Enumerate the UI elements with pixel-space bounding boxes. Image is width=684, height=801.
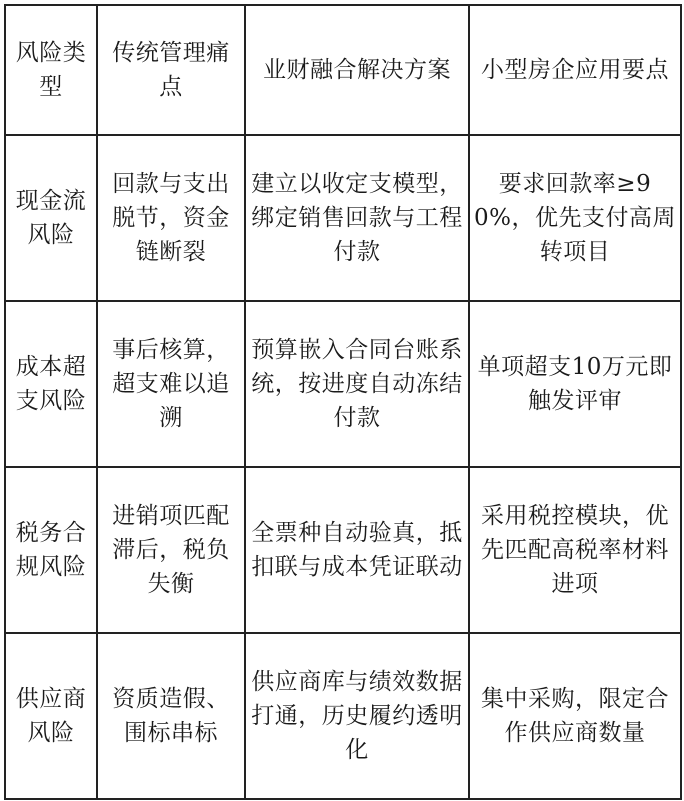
table-cell: 预算嵌入合同台账系统，按进度自动冻结付款 [245, 301, 469, 467]
table-cell: 采用税控模块，优先匹配高税率材料进项 [469, 467, 681, 633]
header-cell-integration-solution: 业财融合解决方案 [245, 5, 469, 135]
table-cell: 供应商风险 [5, 633, 97, 799]
risk-management-table [4, 4, 682, 800]
header-cell-traditional-pain-points: 传统管理痛点 [97, 5, 245, 135]
table-row [5, 633, 681, 799]
header-cell-application-points: 小型房企应用要点 [469, 5, 681, 135]
table-cell: 资质造假、围标串标 [97, 633, 245, 799]
table-cell: 全票种自动验真，抵扣联与成本凭证联动 [245, 467, 469, 633]
table-row [5, 301, 681, 467]
table-cell: 现金流风险 [5, 135, 97, 301]
table-cell: 要求回款率≥90%，优先支付高周转项目 [469, 135, 681, 301]
table-cell: 单项超支10万元即触发评审 [469, 301, 681, 467]
table-cell: 建立以收定支模型，绑定销售回款与工程付款 [245, 135, 469, 301]
table-cell: 集中采购，限定合作供应商数量 [469, 633, 681, 799]
table-row [5, 135, 681, 301]
table-cell: 回款与支出脱节，资金链断裂 [97, 135, 245, 301]
table-header-row [5, 5, 681, 135]
table-cell: 进销项匹配滞后，税负失衡 [97, 467, 245, 633]
table-cell: 成本超支风险 [5, 301, 97, 467]
table-cell: 供应商库与绩效数据打通，历史履约透明化 [245, 633, 469, 799]
header-cell-risk-type: 风险类型 [5, 5, 97, 135]
table-cell: 事后核算，超支难以追溯 [97, 301, 245, 467]
table-cell: 税务合规风险 [5, 467, 97, 633]
table-row [5, 467, 681, 633]
